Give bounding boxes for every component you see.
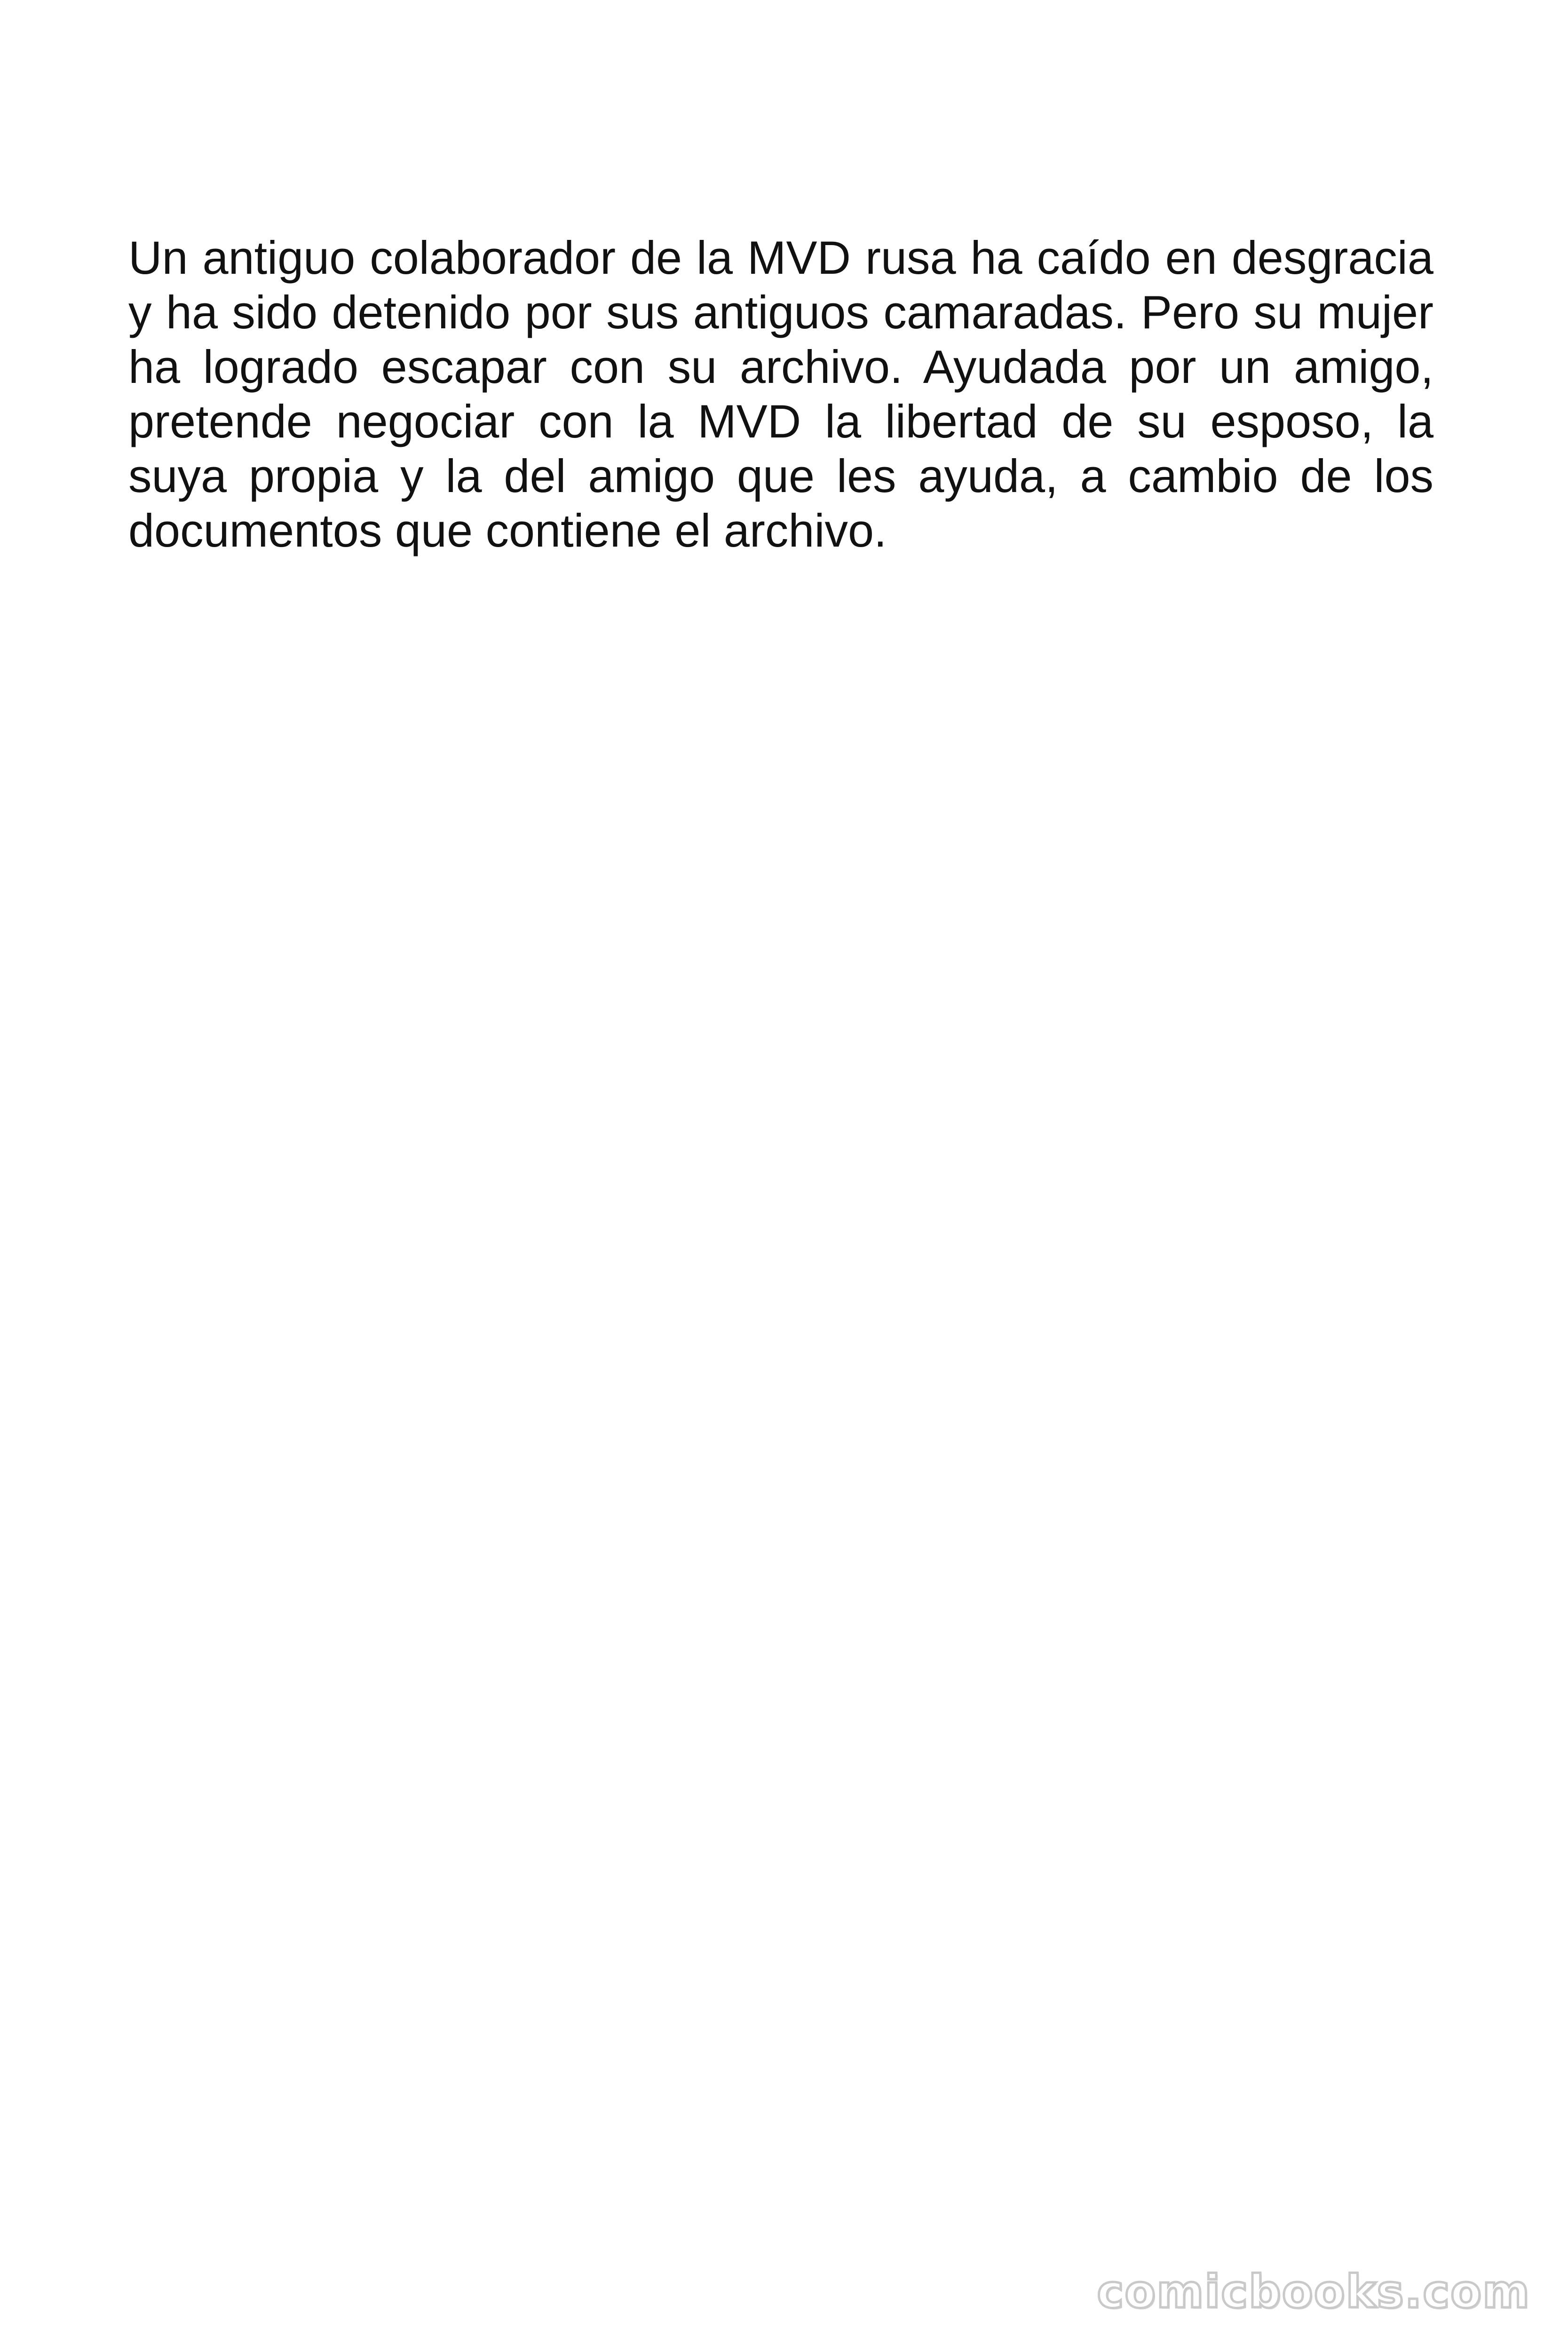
synopsis-paragraph: Un antiguo colaborador de la MVD rusa ha caído en desgracia y ha sido detenido por sus antiguos camaradas. Pero su mujer ha logrado escapar con su archivo. Ayudada por un amigo, pretende negociar con la MVD la libertad de su esposo, la suya propia y la del amigo que les ayuda, a cambio de los documentos que contiene el archivo. <box>128 231 1433 556</box>
site-watermark: comicbooks.com <box>1097 2265 1530 2318</box>
